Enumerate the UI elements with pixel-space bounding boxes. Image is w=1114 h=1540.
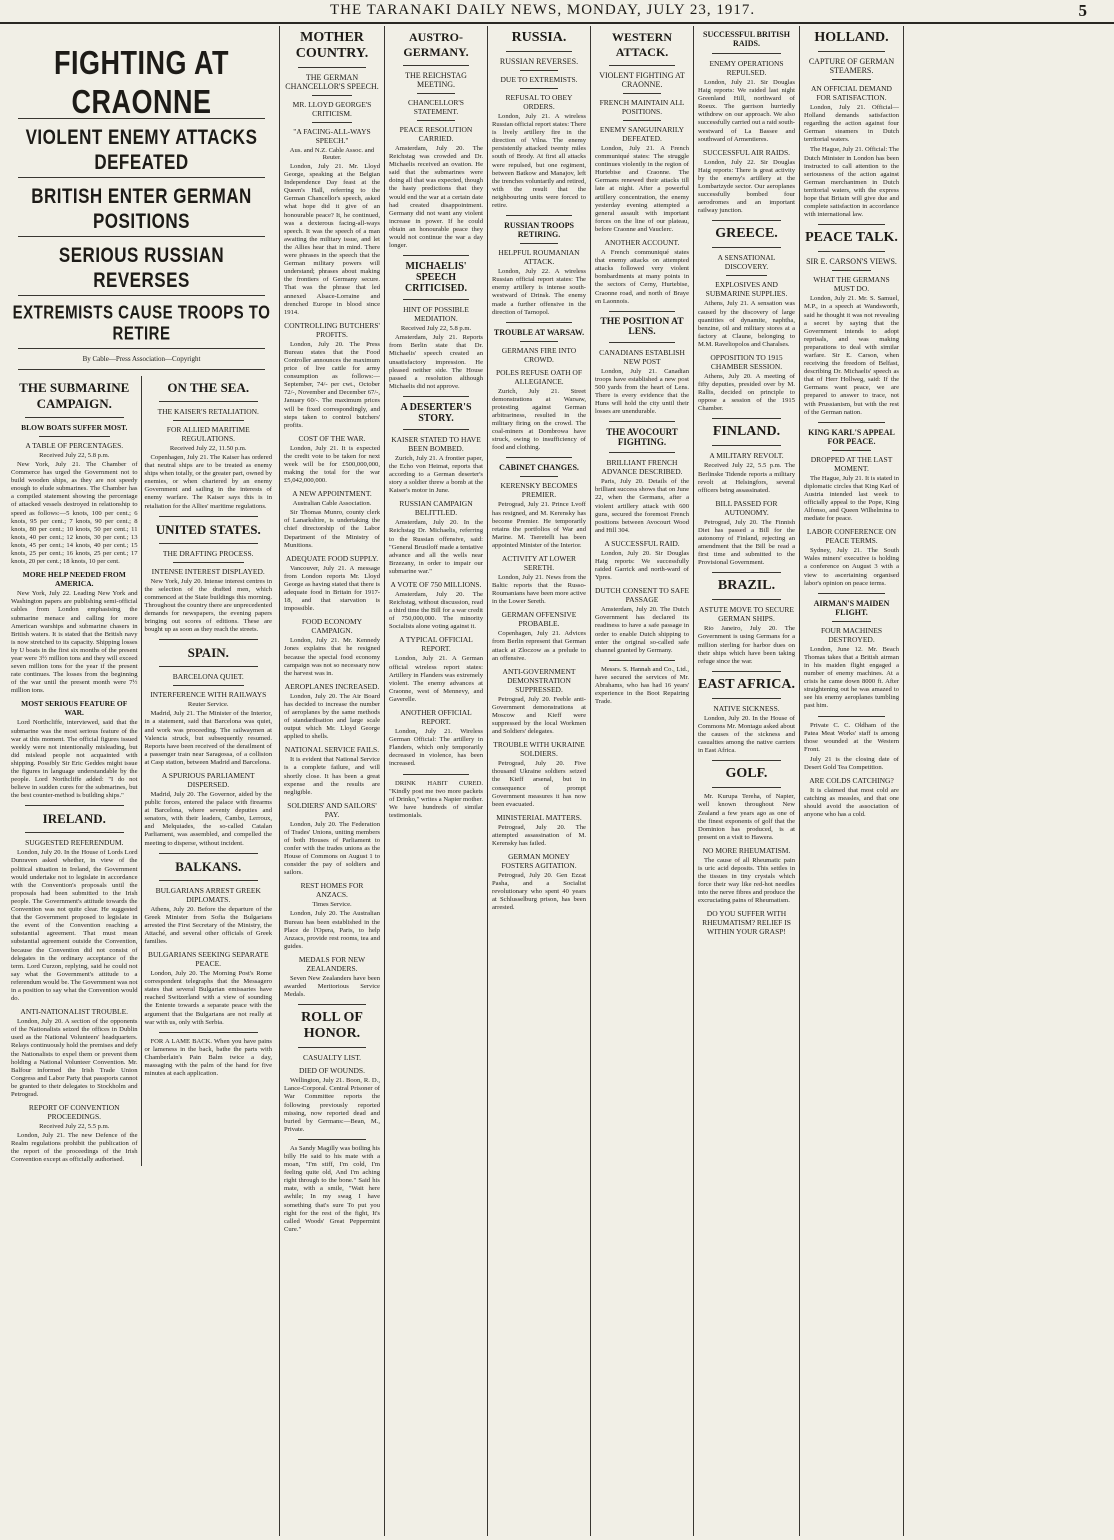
- article-paragraph: Mr. Kurupa Tereha, of Napier, well known throughout New Zealand a few years ago as one of the finest exponents of golf that the Dominion has produced, is at present on a visit to Hawera.: [698, 793, 795, 841]
- subcolumn-left: [8, 376, 142, 1166]
- section-heading: BALKANS.: [175, 858, 242, 874]
- advert-paragraph: The cause of all Rheumatic pain is uric acid deposits. This settles in the tissues in tiny crystals which force their way like red-hot needles into the nerve fibres and produce the excruciating pains of Rheumatism.: [698, 856, 795, 905]
- subheading: CABINET CHANGES.: [499, 463, 579, 473]
- section-heading: SPAIN.: [187, 645, 229, 661]
- subheading: AEROPLANES INCREASED.: [284, 681, 380, 691]
- divider: [818, 251, 885, 252]
- subheading: MINISTERIAL MATTERS.: [496, 812, 582, 822]
- divider: [298, 1004, 366, 1005]
- divider: [25, 417, 124, 418]
- divider: [312, 95, 352, 96]
- subheading: MOST SERIOUS FEATURE OF WAR.: [21, 699, 128, 718]
- divider: [403, 255, 469, 256]
- article-paragraph: Sydney, July 21. The South Wales miners' executive is holding a conference on August 3 with a view to ascertaining organised labor's opinion on peace terms.: [804, 547, 899, 587]
- subheading: SUGGESTED REFERENDUM.: [25, 838, 124, 848]
- article-paragraph: London, July 22. Sir Douglas Haig reports: There is great activity by the enemy's artillery at the Lombartzyde sector. Our aeroplanes successfully bombed four aerodromes and an important railway junction.: [698, 158, 795, 215]
- divider: [18, 236, 265, 237]
- article-paragraph: Madrid, July 20. The Governor, aided by the public forces, entered the palace with firearms at Barcelona, where seventy deputies and senators, with their leaders, Cambo, Lerroux, and Melquiades, the so-called Catalan Parliament, was assembled, and compelled the meeting to disperse, without incident.: [144, 790, 272, 847]
- article-paragraph: The Hague, July 21. Official: The Dutch Minister in London has been instructed to call attention to the seriousness of the action against German merchantmen in Dutch territorial waters, with the express hope that Britain will give due and complete satisfaction in accordance with international law.: [804, 146, 899, 219]
- divider: [403, 774, 469, 775]
- received-line: Received July 22, 5.5 p.m.: [39, 1123, 110, 1131]
- article-paragraph: London, July 21. The new Defence of the Realm regulations prohibit the publication of the report of the proceedings of the Irish Convention except as officially authorised.: [11, 1132, 138, 1164]
- masthead-title: THE TARANAKI DAILY NEWS, MONDAY, JULY 23, 1917.: [330, 2, 756, 18]
- subheading: REFUSAL TO OBEY ORDERS.: [505, 93, 573, 111]
- article-paragraph: London, July 20. The Federation of Trades' Unions, uniting members of both Houses of Parliament to confer with the trades unions as the House of Commons on August 1 to consider the pay of soldiers and sailors.: [284, 820, 380, 877]
- subheading: ANOTHER OFFICIAL REPORT.: [400, 708, 472, 727]
- column-title: AUSTRO-GERMANY.: [403, 30, 469, 59]
- subheading: DIED OF WOUNDS.: [299, 1066, 365, 1076]
- subheading: A MILITARY REVOLT.: [709, 451, 784, 461]
- divider: [712, 698, 781, 699]
- subheading: MR. LLOYD GEORGE'S CRITICISM.: [292, 100, 372, 118]
- article-paragraph: Petrograd, July 20. The attempted assassination of M. Kerensky has failed.: [492, 823, 586, 847]
- subheading: NATIONAL SERVICE FAILS.: [284, 745, 380, 755]
- column-mother-country: [280, 26, 385, 1536]
- divider: [312, 122, 352, 123]
- divider: [173, 562, 245, 563]
- headline-2: VIOLENT ENEMY ATTACKS DEFEATED: [25, 125, 258, 174]
- subheading: A SPURIOUS PARLIAMENT DISPERSED.: [161, 770, 255, 789]
- page-number: 5: [1078, 1, 1088, 20]
- section-heading: UNITED STATES.: [155, 521, 261, 537]
- subheading: ANTI-NATIONALIST TROUBLE.: [20, 1007, 129, 1017]
- subheading: KERENSKY BECOMES PREMIER.: [500, 481, 578, 500]
- subheading: CASUALTY LIST.: [302, 1053, 362, 1063]
- received-line: Australian Cable Association.: [292, 500, 372, 508]
- article-paragraph: Petrograd, July 20. Five thousand Ukraine soldiers seized the Kieff arsenal, but in consequence of prompt Government measures it has now been evacuated.: [492, 760, 586, 808]
- article-paragraph: A French communiqué states that enemy attacks on attempted attacks followed very violent bombardments at many points in the sectors of Cerny, Hurtebise, Craonne road, and north of Braye en Laonnois.: [595, 249, 689, 305]
- article-paragraph: Wellington, July 21. Boon, R. D., Lance-Corporal. Central Prisoner of War Committee reports the following previously reported missing, now reported dead and buried by Germans:—Bean, M., Private.: [284, 1077, 380, 1133]
- article-paragraph: Amsterdam, July 20. The Reichstag was crowded and Dr. Michaelis received an ovation. He said that the submarines were doing all that was expected, though the hasty predictions that they would end the war at a certain date had created disappointment. Germany did not want any violent increase in power. If he could obtain an honourable peace they would not continue the war a day longer.: [389, 145, 483, 250]
- article-paragraph: London, July 20. In the House of Lords Lord Dunraven asked whether, in view of the political situation in Ireland, the Government would undertake not to legislate in accordance with the Convention's proposals until the proposals had been submitted to the Irish people. The Government's attitude towards the Convention was not quite clear. He suggested that the Government proposed to legislate in the event of the Convention reaching a substantial agreement. That must mean substantial agreement outside the Convention, because the Convention did not consist of delegates in the ordinary acceptance of the term. Lord Curzon, replying, said he could not say what the Government's attitude to a referendum would be. The Government was not in a position to say what the Convention would do.: [11, 849, 138, 1003]
- subheading: RUSSIAN CAMPAIGN BELITTLED.: [399, 499, 473, 518]
- article-paragraph: London, July 22. A wireless Russian official report states: The enemy artillery is intense south-westward of Drinsk. The enemy made a further offensive in the direction of Tarnopol.: [492, 268, 586, 316]
- subheading: FOOD ECONOMY CAMPAIGN.: [301, 617, 363, 636]
- section-heading: THE SUBMARINE CAMPAIGN.: [19, 380, 130, 411]
- column-holland: [800, 26, 904, 1536]
- subheading: SOLDIERS' AND SAILORS' PAY.: [287, 800, 377, 819]
- divider: [712, 247, 781, 248]
- article-paragraph: Lord Northcliffe, interviewed, said that the submarine was the most serious feature of the war at this moment. The official figures issued weekly were not intentionally misleading, but did mislead people not acquainted with shipping. Possibly Sir Eric Geddes might issue the figures in language understandable by the people. Lord Northcliffe added: "I do not believe in sudden cures for the submarines, but the best counter-method is building ships.": [11, 719, 138, 800]
- article-paragraph: London, July 21. News from the Baltic reports that the Russo-Roumanians have been more active in the Lower Sereth.: [492, 574, 586, 606]
- column-title: RUSSIA.: [511, 30, 567, 45]
- subheading: ENEMY OPERATIONS REPULSED.: [709, 59, 784, 77]
- subheading: MORE HELP NEEDED FROM AMERICA.: [22, 570, 126, 589]
- subheading: ARE COLDS CATCHING?: [809, 776, 894, 786]
- article-paragraph: July 21 is the closing date of Desert Gold Tea Competition.: [804, 755, 899, 771]
- subheading: THE DRAFTING PROCESS.: [162, 548, 254, 558]
- subheading: HINT OF POSSIBLE MEDIATION.: [403, 305, 469, 324]
- divider: [623, 120, 661, 121]
- divider: [818, 224, 885, 225]
- divider: [403, 429, 469, 430]
- divider: [818, 422, 885, 423]
- divider: [417, 120, 455, 121]
- column-title: MOTHER COUNTRY.: [295, 30, 369, 61]
- divider: [712, 445, 781, 446]
- article-paragraph: Athens, July 21. A sensation was caused by the discovery of large quantities of dynamite, naphtha, benzine, oil and military stores at a factory at Claune, belonging to M.M. Raveliopolos and Charalses.: [698, 300, 795, 348]
- article-paragraph: It is evident that National Service is a complete failure, and will shortly close. It has been a great expense and the results are negligible.: [284, 756, 380, 796]
- article-paragraph: London, July 21. It is expected the credit vote to be taken for next week will be for £500,000,000, making the total for the war £5,042,000,000.: [284, 444, 380, 485]
- divider: [818, 51, 885, 52]
- subheading: CONTROLLING BUTCHERS' PROFITS.: [284, 320, 380, 339]
- subheading: KAISER STATED TO HAVE BEEN BOMBED.: [391, 434, 481, 453]
- subheading: REPORT OF CONVENTION PROCEEDINGS.: [28, 1103, 120, 1122]
- article-paragraph: London, July 21. Mr. Kennedy Jones explains that he resigned because the special food economy campaign was not so necessary now the harvest was in.: [284, 637, 380, 677]
- subheading: CHANCELLOR'S STATEMENT.: [408, 98, 464, 116]
- divider: [520, 88, 558, 89]
- article-paragraph: Vancouver, July 21. A message from London reports Mr. Lloyd George as having stated that there is adequate food in Britain for 1917-18, and that starvation is impossible.: [284, 564, 380, 613]
- divider: [173, 420, 245, 421]
- divider: [18, 369, 265, 370]
- divider: [403, 396, 469, 397]
- columns: [4, 26, 1110, 1536]
- article-paragraph: London, July 21. Mr. S. Samuel, M.P., in a speech at Wandsworth, said he thought it was not revealing a secret by saying that the Government intends to adopt reprisals, and was making preparations to deal with similar warfare. Sir E. Carson, when receiving the freedom of Belfast, describing Dr. Michaelis' speech as that of Herr Hollweg, said: If the Germans want peace, we are prepared to answer to trace, not with Prussianism, but with the rest of the German nation.: [804, 295, 899, 416]
- divider: [159, 516, 259, 517]
- headline-3: BRITISH ENTER GERMAN POSITIONS: [31, 184, 252, 233]
- article-paragraph: Rio Janeiro, July 20. The Government is using Germans for a million sterling for harbor dues on their ships which have been taking refuge since the war.: [698, 625, 795, 665]
- article-paragraph: London, July 21. A German official wireless report states: Artillery in Flanders was extremely violent. The enemy advances at Craonne, west of Mennevy, and Gaverelle.: [389, 655, 483, 703]
- subheading: ADEQUATE FOOD SUPPLY.: [285, 553, 379, 563]
- subheading: DROPPED AT THE LAST MOMENT.: [810, 454, 893, 473]
- divider: [832, 270, 871, 271]
- article-paragraph: Amsterdam, July 20. The Dutch Government has declared its readiness to have a safe passage in order to enable Dutch shipping to enter the original so-called safe channel granted by Germany.: [595, 606, 689, 654]
- subheading: BARCELONA QUIET.: [172, 672, 244, 682]
- article-paragraph: Zurich, July 21. A frontier paper, the Echo von Heimat, reports that according to a German deserter's story a soldier threw a bomb at the Kaiser's motor in June.: [389, 454, 483, 495]
- article-paragraph: Amsterdam, July 20. The Reichstag, without discussion, read a third time the Bill for a war credit of 750,000,000. The minority Socialists alone voting against it.: [389, 591, 483, 631]
- divider: [25, 805, 124, 806]
- received-line: Times Service.: [312, 901, 352, 909]
- subheading: "A FACING-ALL-WAYS SPEECH.": [293, 127, 371, 145]
- subheading: FRENCH MAINTAIN ALL POSITIONS.: [599, 98, 685, 116]
- headline-main: FIGHTING AT CRAONNE: [54, 44, 229, 121]
- section-heading: THE POSITION AT LENS.: [600, 316, 684, 337]
- divider: [712, 599, 781, 600]
- divider: [818, 716, 885, 717]
- subheading: ANTI-GOVERNMENT DEMONSTRATION SUPPRESSED.: [502, 666, 576, 694]
- column-title: SUCCESSFUL BRITISH RAIDS.: [703, 30, 790, 48]
- received-line: Received July 22, 5.8 p.m.: [39, 452, 110, 459]
- divider: [520, 341, 558, 342]
- subheading: TROUBLE AT WARSAW.: [493, 327, 585, 337]
- column-title: HOLLAND.: [814, 30, 889, 45]
- subheading: EXPLOSIVES AND SUBMARINE SUPPLIES.: [705, 280, 788, 299]
- divider: [18, 295, 265, 296]
- subheading: WHAT THE GERMANS MUST DO.: [813, 275, 890, 294]
- divider: [712, 418, 781, 419]
- divider: [609, 311, 675, 312]
- section-heading: MICHAELIS' SPEECH CRITICISED.: [405, 261, 467, 295]
- subheading: BLOW BOATS SUFFER MOST.: [21, 423, 128, 432]
- subheading: RUSSIAN REVERSES.: [499, 57, 579, 66]
- article-paragraph: London, July 21. A wireless Russian official report states: There is lively artillery fire in the direction of Vilna. The enemy persistently attacked twenty miles south of Brody. At first all attacks were repulsed, but one regiment, between Batkow and Manajov, left the trenches voluntarily and retired, with the result that the neighbouring units were forced to retire.: [492, 113, 586, 210]
- article-paragraph: London, July 21. Sir Douglas Haig reports: We raided last night Greenland Hill, northward of Roeux. The garrison hurriedly withdrew on our approach. We also successfully carried out a raid south-westward of La Bassee and southward of Armentieres.: [698, 79, 795, 143]
- subheading: ENEMY SANGUINARILY DEFEATED.: [599, 125, 685, 143]
- article-paragraph: Copenhagen, July 21. The Kaiser has ordered that neutral ships are to be treated as enemy ships when totally, or the greater part, owned by enemies, or when chartered by an enemy Government and sailing in the interests of enemy warfare. The Kaiser says this is in retaliation for the Allies' maritime regulations.: [144, 454, 272, 510]
- section-heading: FINLAND.: [712, 424, 781, 440]
- divider: [712, 760, 781, 761]
- divider: [609, 342, 675, 343]
- article-paragraph: New York, July 21. The Chamber of Commerce has urged the Government not to build wooden ships, as they are not speedy enough to elude submarines. The Chamber has a compiled statement showing the percentage of attacked vessels destroyed in relationship to speed as follows:—5 knots, 100 per cent.; 6 knots, 95 per cent.; 7 knots, 90 per cent.; 8 knots, 80 per cent.; 10 knots, 50 per cent.; 11 knots, 40 per cent.; 12 knots, 30 per cent.; 13 knots, 45 per cent.; 14 knots, 40 per cent.; 15 knots, 25 per cent.; 16 knots, 25 per cent.; 17 knots, 20 per cent.; 18 knots, 10 per cent.: [11, 461, 138, 566]
- section-heading: GOLF.: [725, 766, 768, 782]
- article-paragraph: London, July 20. The Morning Post's Rome correspondent telegraphs that the Messagero states that several Bulgarian emissaries have reached Switzerland with a view of sounding the Entente towards a separate peace with the argument that the Bulgarians are not really at war with us, only with Serbia.: [144, 970, 272, 1026]
- divider: [159, 880, 259, 881]
- subheading: INTENSE INTEREST DISPLAYED.: [151, 566, 265, 576]
- subheading: GERMAN OFFENSIVE PROBABLE.: [501, 610, 577, 629]
- divider: [832, 450, 871, 451]
- divider: [506, 457, 572, 458]
- subheading: DO YOU SUFFER WITH RHEUMATISM? RELIEF IS WITHIN YOUR GRASP!: [702, 909, 791, 937]
- article-paragraph: Athens, July 20. A meeting of fifty deputies, presided over by M. Rallis, decided on principle to oppose a session of the 1915 Chamber.: [698, 372, 795, 413]
- subheading: DUTCH CONSENT TO SAFE PASSAGE: [595, 586, 689, 605]
- divider: [832, 621, 871, 622]
- divider: [506, 51, 572, 52]
- advert-paragraph: It is claimed that most cold are catching as measles, and that one should avoid the association of anyone who has a cold.: [804, 787, 899, 819]
- column-title: WESTERN ATTACK.: [611, 30, 673, 59]
- divider: [726, 275, 767, 276]
- article-paragraph: Seven New Zealanders have been awarded Meritorious Service Medals.: [284, 974, 380, 999]
- subheading: NO MORE RHEUMATISM.: [702, 845, 791, 855]
- advert-paragraph: DRINK HABIT CURED. "Kindly post me two more packets of Drinko," writes a Napier mother. We have hundreds of similar testimonials.: [389, 779, 483, 819]
- article-paragraph: Petrograd, July 21. Prince Lvoff has resigned, and M. Kerensky has become Premier. He temporarily retains the portfolios of War and Marine. M. Tseretelli has been appointed Minister of the Interior.: [492, 501, 586, 549]
- divider: [818, 593, 885, 594]
- subheading: KING KARL'S APPEAL FOR PEACE.: [808, 427, 895, 446]
- received-line: Aus. and N.Z. Cable Assoc. and Reuter.: [289, 147, 375, 161]
- subheading: INTERFERENCE WITH RAILWAYS: [150, 690, 267, 700]
- divider: [298, 1139, 366, 1140]
- column-western-attack: [591, 26, 694, 1536]
- divider: [159, 543, 259, 544]
- section-heading: THE AVOCOURT FIGHTING.: [606, 427, 678, 448]
- divider: [520, 476, 558, 477]
- subheading: OPPOSITION TO 1915 CHAMBER SESSION.: [710, 352, 783, 371]
- article-paragraph: Madrid, July 21. The Minister of the Interior, in a statement, said that Barcelona was quiet, and work was proceeding. The railwaymen at Valencia struck, but subsequently resumed. Reports have been received of the derailment of a passenger train near Saragossa, of a collision at Casp station, between Madrid and Barcelona.: [144, 710, 272, 766]
- subheading: LABOR CONFERENCE ON PEACE TERMS.: [806, 527, 897, 546]
- article-paragraph: London, July 20. Sir Douglas Haig reports: We successfully raided Garrick and north-ward of Ypres.: [595, 549, 689, 582]
- subheading: COST OF THE WAR.: [298, 433, 366, 443]
- divider: [159, 639, 259, 640]
- subheading: CAPTURE OF GERMAN STEAMERS.: [808, 57, 895, 75]
- divider: [417, 93, 455, 94]
- divider: [159, 401, 259, 402]
- article-paragraph: London, July 20. The Australian Bureau has been established in the Place de l'Opera, Paris, to help Anzacs, provide rest rooms, tea and guides.: [284, 910, 380, 950]
- subheading: A SENSATIONAL DISCOVERY.: [717, 253, 776, 272]
- subheading: ACTIVITY AT LOWER SERETH.: [501, 554, 577, 572]
- subheading: FOUR MACHINES DESTROYED.: [820, 625, 883, 644]
- article-paragraph: Paris, July 20. Details of the brilliant success shows that on June 22, when the Germans, after a violent artillery attack with 600 guns, secured the foremost French positions between Avocourt Wood and Hill 304.: [595, 478, 689, 534]
- column-russia: [488, 26, 591, 1536]
- subheading: ANOTHER ACCOUNT.: [604, 238, 680, 248]
- divider: [506, 215, 572, 216]
- divider: [609, 65, 675, 66]
- article-paragraph: Petrograd, July 20. Feeble anti-Government demonstrations at Moscow and Kieff were suppressed by the local Workmen and Soldiers' delegates.: [492, 695, 586, 736]
- headline-4: SERIOUS RUSSIAN REVERSES: [58, 243, 225, 292]
- subheading: AN OFFICIAL DEMAND FOR SATISFACTION.: [811, 84, 892, 102]
- subheading: RUSSIAN TROOPS RETIRING.: [504, 221, 574, 240]
- divider: [623, 93, 661, 94]
- received-line: Received July 22, 11.50 p.m.: [169, 445, 247, 452]
- divider: [403, 299, 469, 300]
- subheading: FOR ALLIED MARITIME REGULATIONS.: [166, 425, 250, 443]
- article-paragraph: Zurich, July 21. Street demonstrations at Warsaw, protesting against German arbitrariness, resulted in the military firing on the crowd. The coal-miners at Dombrowa have struck, owing to insufficiency of food and clothing.: [492, 387, 586, 452]
- subheading: PEACE RESOLUTION CARRIED.: [399, 125, 473, 143]
- article-paragraph: London, July 20. The Press Bureau states that the Food Controller announces the maximum price of live cattle for army consumption as follows:—September, 74/- per cwt., October 72/-, November and December 67/-, January 60/-. The maximum prices will be fixed correspondingly, and steps taken to control butchers' profits.: [284, 340, 380, 429]
- divider: [520, 70, 558, 71]
- divider: [712, 572, 781, 573]
- column-front: [4, 26, 280, 1536]
- divider: [609, 421, 675, 422]
- divider: [712, 671, 781, 672]
- divider: [298, 1047, 366, 1048]
- article-paragraph: London, July 21. Canadian troops have established a new post 500 yards from the heart of Lens. There is every evidence that the Huns will hold the city until their losses are unendurable.: [595, 367, 689, 416]
- advert-paragraph: As Sandy Magilly was boiling his billy He said to his mate with a moan, "I'm stiff, I'm cold, I'm feeling quite old, And I'm aching right through to the bone." Said his mate, with a smile, "Wait here awhile; In my swag I have something that's sure To put you right for the rest of the fight, It's called Woods' Great Peppermint Cure.": [284, 1144, 380, 1233]
- subheading: SIR E. CARSON'S VIEWS.: [806, 257, 897, 267]
- article-paragraph: London, July 21. Wireless German Official: The artillery in Flanders, which only temporarily decreased in violence, has been increased.: [389, 728, 483, 768]
- divider: [159, 666, 259, 667]
- divider: [712, 220, 781, 221]
- subheading: GERMANS FIRE INTO CROWD.: [501, 345, 577, 364]
- received-line: Received July 22, 5.8 p.m.: [400, 325, 472, 333]
- article-paragraph: Received July 22, 5.5 p.m. The Berlinske Tidende reports a military revolt at Helsingfors, several officers being assassinated.: [698, 462, 795, 494]
- divider: [39, 436, 110, 437]
- divider: [712, 53, 781, 54]
- divider: [25, 832, 124, 833]
- article-paragraph: Amsterdam, July 20. In the Reichstag Dr. Michaelis, referring to the Russian offensive, said: "General Brusiloff made a tentative advance and all the wells near Brzezany, in order to impair our submarine war.": [389, 519, 483, 575]
- byline: By Cable—Press Association—Copyright: [82, 355, 201, 363]
- section-heading: BRAZIL.: [717, 578, 776, 594]
- section-heading: EAST AFRICA.: [698, 676, 795, 692]
- article-paragraph: London, July 21. Mr. Lloyd George, speaking at the Belgian Independence Day feast at the Queen's Hall, referring to the German Chancellor's speech, asked what hope did it give of an honourable peace? It, he continued, was a dexterous facing-all-ways speech. It was the speech of a man awaiting the military issue, and let the Allies hear that in mind. There were phrases in the speech that the German military powers will understand; phrases about making the frontiers of Germany secure. That was the phrase that led annexed Alsace-Lorraine and drenched Europe in blood since 1914.: [284, 163, 380, 316]
- subheading: GERMAN MONEY FOSTERS AGITATION.: [501, 852, 577, 871]
- subheading: POLES REFUSE OATH OF ALLEGIANCE.: [495, 367, 583, 386]
- section-heading: A DESERTER'S STORY.: [400, 401, 472, 424]
- subheading: THE KAISER'S RETALIATION.: [157, 407, 259, 416]
- subheading: BULGARIANS ARREST GREEK DIPLOMATS.: [155, 885, 261, 904]
- divider: [609, 452, 675, 453]
- article-paragraph: Sir Thomas Munro, county clerk of Lanarkshire, is undertaking the chief directorship of the Labor Department of the Ministry of Munitions.: [284, 509, 380, 549]
- subheading: AIRMAN'S MAIDEN FLIGHT.: [813, 598, 890, 617]
- divider: [298, 67, 366, 68]
- section-heading: IRELAND.: [42, 811, 106, 827]
- subheading: BILL PASSED FOR AUTONOMY.: [715, 498, 778, 517]
- received-line: Reuter Service.: [187, 701, 229, 709]
- divider: [159, 853, 259, 854]
- advert-paragraph: FOR A LAME BACK. When you have pains or lameness in the back, bathe the parts with Chamberlain's Pain Balm twice a day, massaging with the palm of the hand for five minutes at each application.: [144, 1037, 272, 1078]
- headline-5: EXTREMISTS CAUSE TROOPS TO RETIRE: [12, 302, 271, 345]
- subheading: SUCCESSFUL AIR RAIDS.: [702, 147, 791, 157]
- subcolumn-right: [142, 376, 276, 1080]
- subheading: DUE TO EXTREMISTS.: [500, 75, 578, 84]
- divider: [18, 348, 265, 349]
- article-paragraph: Private C. C. Oldham of the Patea Meat Works' staff is among those wounded at the Western Front.: [804, 721, 899, 753]
- column-margin: [904, 26, 1010, 1536]
- subheading: NATIVE SICKNESS.: [713, 703, 780, 713]
- divider: [520, 243, 558, 244]
- column-austro-germany: [385, 26, 488, 1536]
- section-heading: ROLL OF HONOR.: [301, 1010, 363, 1042]
- divider: [18, 177, 265, 178]
- subheading: BRILLIANT FRENCH ADVANCE DESCRIBED.: [601, 458, 683, 477]
- divider: [403, 65, 469, 66]
- subheading: CANADIANS ESTABLISH NEW POST: [599, 347, 685, 366]
- subheading: VIOLENT FIGHTING AT CRAONNE.: [599, 71, 685, 89]
- divider: [506, 322, 572, 323]
- article-paragraph: Amsterdam, July 21. Reports from Berlin state that Dr. Michaelis' speech created an unsatisfactory impression. He pleased neither side. The House passed a resolution although Michaelis did not approve.: [389, 334, 483, 390]
- subheading: BULGARIANS SEEKING SEPARATE PEACE.: [147, 950, 269, 969]
- subheading: THE REICHSTAG MEETING.: [405, 71, 467, 89]
- masthead: [0, 0, 1114, 24]
- column-british-raids: [694, 26, 800, 1536]
- section-heading: GREECE.: [715, 226, 778, 242]
- divider: [609, 660, 675, 661]
- article-paragraph: New York, July 22. Leading New York and Washington papers are publishing semi-official cables from London emphasising the submarine menace and calling for more American warships and submarine chasers in British waters. It is stated that the British navy is now stretched to its capacity. Shipping losses by U boats in the first six months of the present year were 3½ million tons and they will exceed seven million tons for the year if the present rate continues. The losses from the beginning of the war until the present month were 7½ million tons.: [11, 590, 138, 695]
- subheading: MEDALS FOR NEW ZEALANDERS.: [298, 954, 366, 973]
- article-paragraph: London, July 21. Official—Holland demands satisfaction regarding the action against four German steamers in Dutch territorial waters.: [804, 104, 899, 144]
- subheading: A TABLE OF PERCENTAGES.: [25, 441, 124, 450]
- article-paragraph: Petrograd, July 20. The Finnish Diet has passed a Bill for the autonomy of Finland, rejecting an amendment that the Bill be read a first time and submitted to the Provisional Government.: [698, 518, 795, 567]
- article-paragraph: New York, July 20. Intense interest centres in the selection of the drafted men, which commenced at the State buildings this morning. Throughout the country there are unprecedented demands for newspapers, the evening papers bringing out scores of editions. These are bought up as soon as they reach the streets.: [144, 577, 272, 634]
- divider: [159, 1032, 259, 1033]
- subheading: A VOTE OF 750 MILLIONS.: [390, 580, 482, 589]
- subheading: HELPFUL ROUMANIAN ATTACK.: [498, 248, 580, 267]
- subheading: ASTUTE MOVE TO SECURE GERMAN SHIPS.: [699, 605, 794, 624]
- article-paragraph: Petrograd, July 20. Gen Ezzat Pasha, and a Socialist revolutionary who spent 40 years at Schlusselburg prison, has been arrested.: [492, 872, 586, 912]
- section-heading: ON THE SEA.: [167, 380, 250, 395]
- article-paragraph: London, July 20. The Air Board has decided to increase the number of aeroplanes by the same methods of standardisation and large scale output which Mr. Lloyd George applied to shells.: [284, 692, 380, 741]
- divider: [832, 79, 871, 80]
- subheading: A NEW APPOINTMENT.: [292, 489, 372, 499]
- article-paragraph: London, July 21. A French communiqué states: The struggle continues violently in the region of Hurtebise and Craonne. The Germans renewed their attacks till late at night. After a powerful artillery concentration, the enemy yesterday evening attempted a general assault with important forces on the line of our plateau, before Craonne and Vauclerc.: [595, 145, 689, 233]
- article-paragraph: The Hague, July 21. It is stated in diplomatic circles that King Karl of Austria intended last week to officially appeal to the Pope, King Alfonso, and Queen Wilhelmina to mediate for peace.: [804, 474, 899, 523]
- advert-paragraph: Messrs. S. Hannah and Co., Ltd., have secured the services of Mr. Abrahams, who has had 16 years' experience in the Boot Repairing Trade.: [595, 665, 689, 706]
- divider: [712, 787, 781, 788]
- divider: [173, 685, 245, 686]
- subheading: REST HOMES FOR ANZACS.: [300, 881, 364, 900]
- article-paragraph: London, June 12. Mr. Beach Thomas takes that a British airman in his maiden flight engaged a number of enemy machines. At a crisis he came down 8000 ft. After straightening out he was amazed to see his enemy aeroplanes tumbling past him.: [804, 645, 899, 710]
- article-paragraph: London, July 20. A section of the opponents of the Nationalists seized the offices in Dublin used as the National Volunteers' headquarters. Relays continuously hold the premises and defy the Nationalists to expel them or prevent them holding a National Volunteer Convention. Mr. Balfour informed the Irish Trade Union Congress and Labor Party that passports cannot be granted to their delegates to Stockholm and Petrograd.: [11, 1018, 138, 1098]
- subheading: TROUBLE WITH UKRAINE SOLDIERS.: [493, 740, 585, 759]
- article-paragraph: Copenhagen, July 21. Advices from Berlin represent that German attack at Zloczow as a prelude to an offensive.: [492, 630, 586, 662]
- article-paragraph: Athens, July 20. Before the departure of the Greek Minister from Sofia the Bulgarians arrested the First Secretary of the Ministry, the Attaché, and several other officials of Greek families.: [144, 905, 272, 945]
- section-heading: PEACE TALK.: [805, 230, 898, 246]
- subheading: A TYPICAL OFFICIAL REPORT.: [399, 635, 473, 654]
- article-paragraph: London, July 20. In the House of Commons Mr. Montagu asked about the causes of the sickness and casualties among the native carriers in East Africa.: [698, 714, 795, 755]
- subheading: A SUCCESSFUL RAID.: [604, 538, 680, 548]
- subheading: THE GERMAN CHANCELLOR'S SPEECH.: [285, 73, 379, 91]
